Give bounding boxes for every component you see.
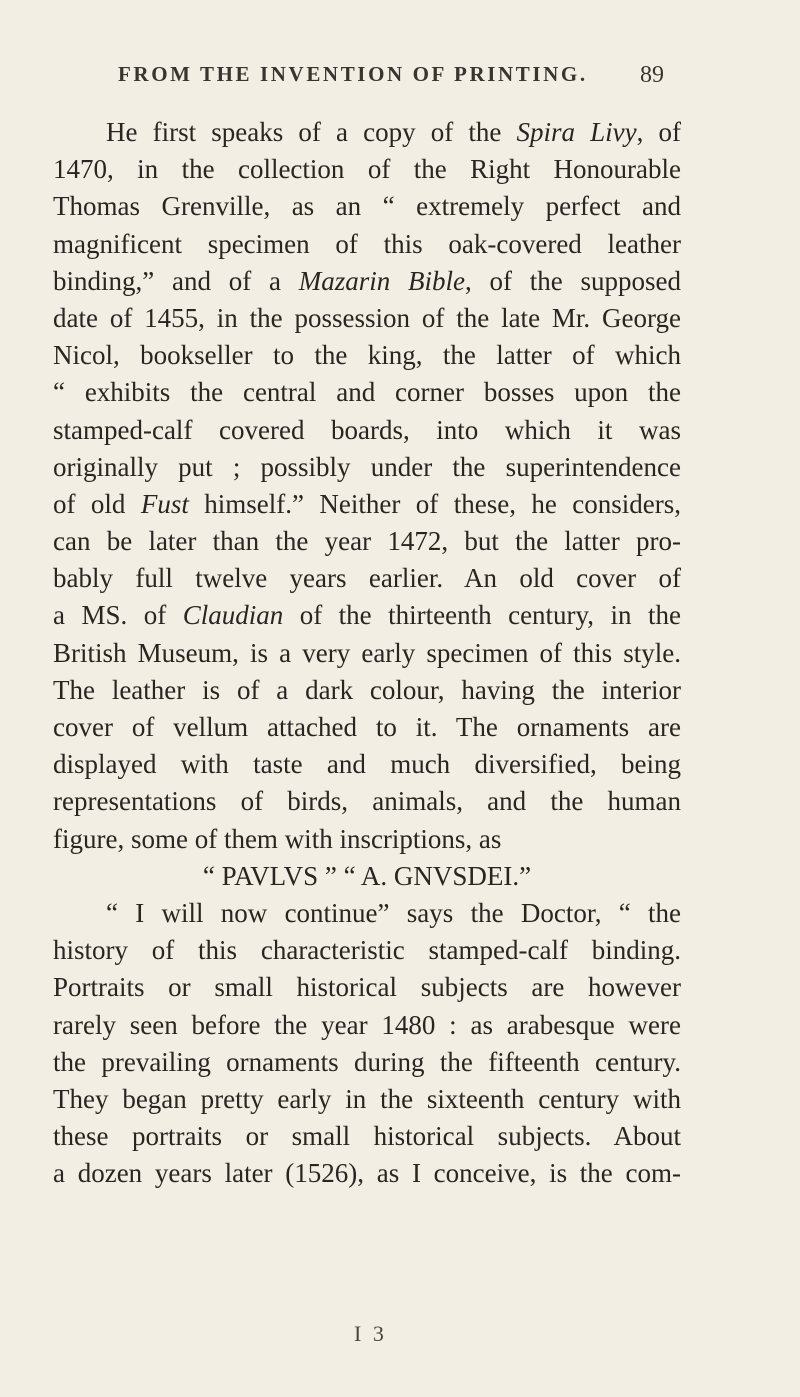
text-line: magnificent specimen of this oak-covered leather bbox=[53, 228, 681, 259]
text-line: cover of vellum attached to it. The ornaments are bbox=[53, 712, 681, 742]
text-line: stamped-calf covered boards, into which it was bbox=[53, 414, 681, 445]
text-line: They began pretty early in the sixteenth century with bbox=[53, 1083, 681, 1114]
italic-name: Fust bbox=[140, 488, 189, 519]
text-line: figure, some of them with inscriptions, as bbox=[53, 823, 502, 854]
text-line: “ I will now continue” says the Doctor, “ the bbox=[106, 897, 681, 928]
text-line: these portraits or small historical subjects. About bbox=[53, 1121, 681, 1152]
text-line: a MS. of Claudian of the thirteenth century, in the bbox=[53, 600, 681, 631]
text-line: displayed with taste and much diversified, being bbox=[53, 749, 681, 780]
text-line: originally put ; possibly under the superintendence bbox=[53, 451, 681, 482]
running-head bbox=[118, 62, 664, 96]
text-line: binding,” and of a Mazarin Bible, of the supposed bbox=[53, 265, 681, 296]
inscription-line: “ PAVLVS ” “ A. GNVSDEI.” bbox=[202, 860, 532, 891]
italic-name: Claudian bbox=[182, 600, 284, 631]
text-line: representations of birds, animals, and the human bbox=[53, 786, 681, 817]
text-line: “ exhibits the central and corner bosses upon the bbox=[53, 377, 681, 408]
text-line: He first speaks of a copy of the Spira Livy, of bbox=[106, 117, 681, 147]
text-line: bably full twelve years earlier. An old cover of bbox=[53, 563, 681, 594]
text-line: a dozen years later (1526), as I conceive, is the com- bbox=[53, 1158, 681, 1189]
page-number: 89 bbox=[640, 62, 664, 88]
running-title: FROM THE INVENTION OF PRINTING. bbox=[118, 62, 588, 86]
italic-title: Mazarin Bible bbox=[298, 265, 465, 296]
text-line: can be later than the year 1472, but the latter pro- bbox=[53, 526, 681, 557]
text-line: 1470, in the collection of the Right Honourable bbox=[53, 154, 681, 185]
text-line: rarely seen before the year 1480 : as arabesque were bbox=[53, 1009, 681, 1040]
text-line: The leather is of a dark colour, having the interior bbox=[53, 674, 681, 705]
text-line: Portraits or small historical subjects are however bbox=[53, 972, 681, 1003]
text-line: date of 1455, in the possession of the late Mr. George bbox=[53, 302, 681, 333]
text-line: Thomas Grenville, as an “ extremely perfect and bbox=[53, 191, 681, 222]
italic-title: Spira Livy bbox=[516, 117, 637, 147]
body-text bbox=[53, 114, 681, 1192]
text-line: Nicol, bookseller to the king, the latter of which bbox=[53, 340, 681, 371]
text-line: of old Fust himself.” Neither of these, he considers, bbox=[53, 488, 681, 519]
text-line: the prevailing ornaments during the fifteenth century. bbox=[53, 1046, 681, 1077]
text-line: history of this characteristic stamped-calf binding. bbox=[53, 935, 681, 966]
text-line: British Museum, is a very early specimen of this style. bbox=[53, 637, 681, 668]
signature-mark: I 3 bbox=[354, 1321, 387, 1346]
